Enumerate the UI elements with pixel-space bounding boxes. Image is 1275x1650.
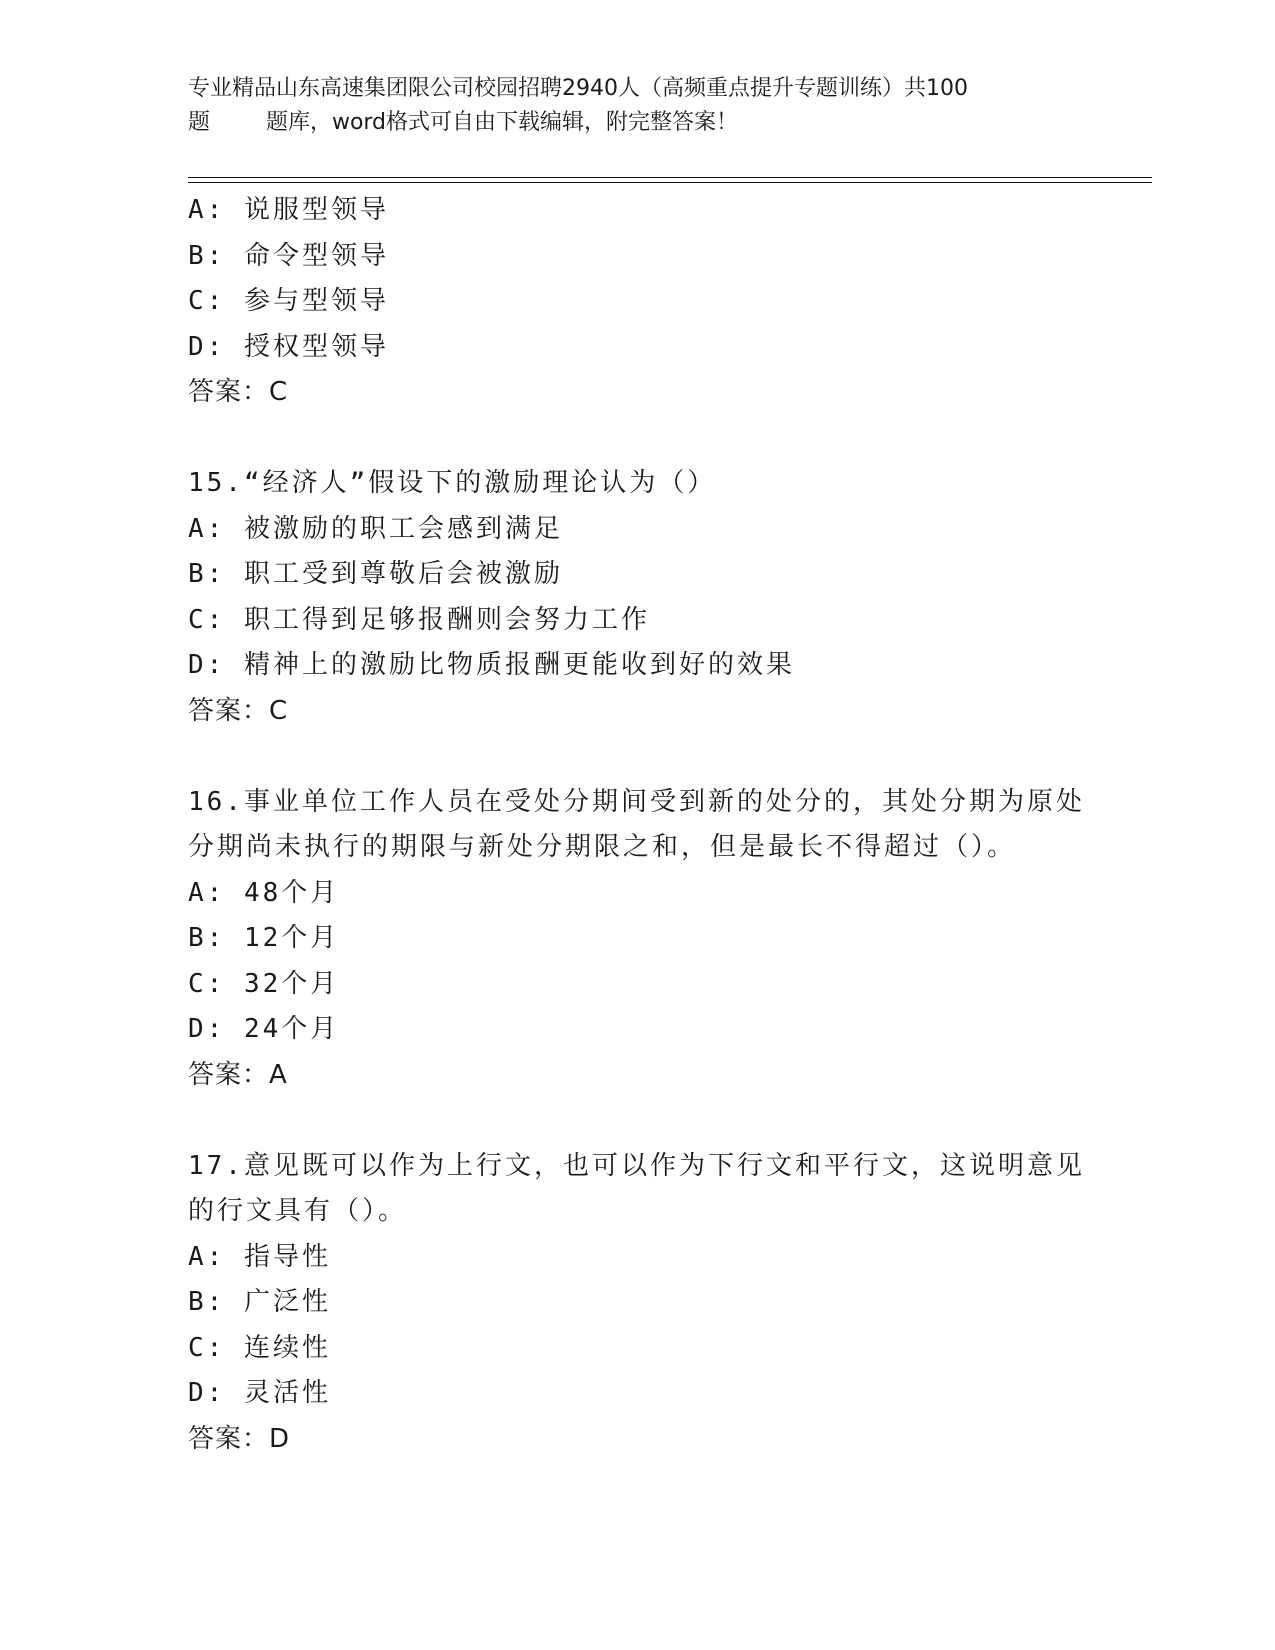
option-a: A: 说服型领导	[188, 195, 389, 225]
answer-line: 答案：C	[188, 377, 289, 407]
header-line-2: 题 题库，word格式可自由下载编辑，附完整答案！	[188, 110, 739, 135]
option-a: A: 指导性	[188, 1241, 331, 1272]
option-d: D: 24个月	[188, 1014, 340, 1044]
header-rule-bottom	[188, 182, 1152, 183]
option-d: D: 灵活性	[188, 1378, 331, 1408]
question-17-text-line-1: 17.意见既可以作为上行文，也可以作为下行文和平行文，这说明意见	[188, 1150, 1085, 1181]
question-16-text-line-1: 16.事业单位工作人员在受处分期间受到新的处分的，其处分期为原处	[188, 786, 1085, 817]
header-rule-top	[188, 177, 1152, 178]
option-a: A: 48个月	[188, 877, 340, 908]
option-b: B: 12个月	[188, 923, 340, 953]
option-d: D: 授权型领导	[188, 331, 389, 362]
answer-line: 答案：D	[188, 1423, 291, 1454]
answer-line: 答案：A	[188, 1059, 288, 1090]
question-15-text: 15.“经济人”假设下的激励理论认为（）	[188, 468, 717, 498]
header-line-1: 专业精品山东高速集团限公司校园招聘2940人（高频重点提升专题训练）共100	[188, 76, 968, 101]
question-17-text-line-2: 的行文具有（）。	[188, 1196, 408, 1226]
option-c: C: 参与型领导	[188, 286, 389, 316]
option-c: C: 32个月	[188, 968, 340, 999]
spacer	[188, 416, 1088, 462]
spacer	[188, 734, 1088, 780]
option-b: B: 广泛性	[188, 1287, 331, 1317]
document-header	[188, 72, 1088, 140]
spacer	[188, 1098, 1088, 1144]
option-d: D: 精神上的激励比物质报酬更能收到好的效果	[188, 650, 795, 680]
option-a: A: 被激励的职工会感到满足	[188, 513, 563, 544]
question-16-text-line-2: 分期尚未执行的期限与新处分期限之和，但是最长不得超过（）。	[188, 832, 1017, 862]
option-b: B: 命令型领导	[188, 240, 389, 271]
option-c: C: 连续性	[188, 1332, 331, 1363]
answer-line: 答案：C	[188, 695, 289, 726]
option-b: B: 职工受到尊敬后会被激励	[188, 559, 563, 589]
question-content	[188, 188, 1088, 1462]
option-c: C: 职工得到足够报酬则会努力工作	[188, 604, 650, 635]
